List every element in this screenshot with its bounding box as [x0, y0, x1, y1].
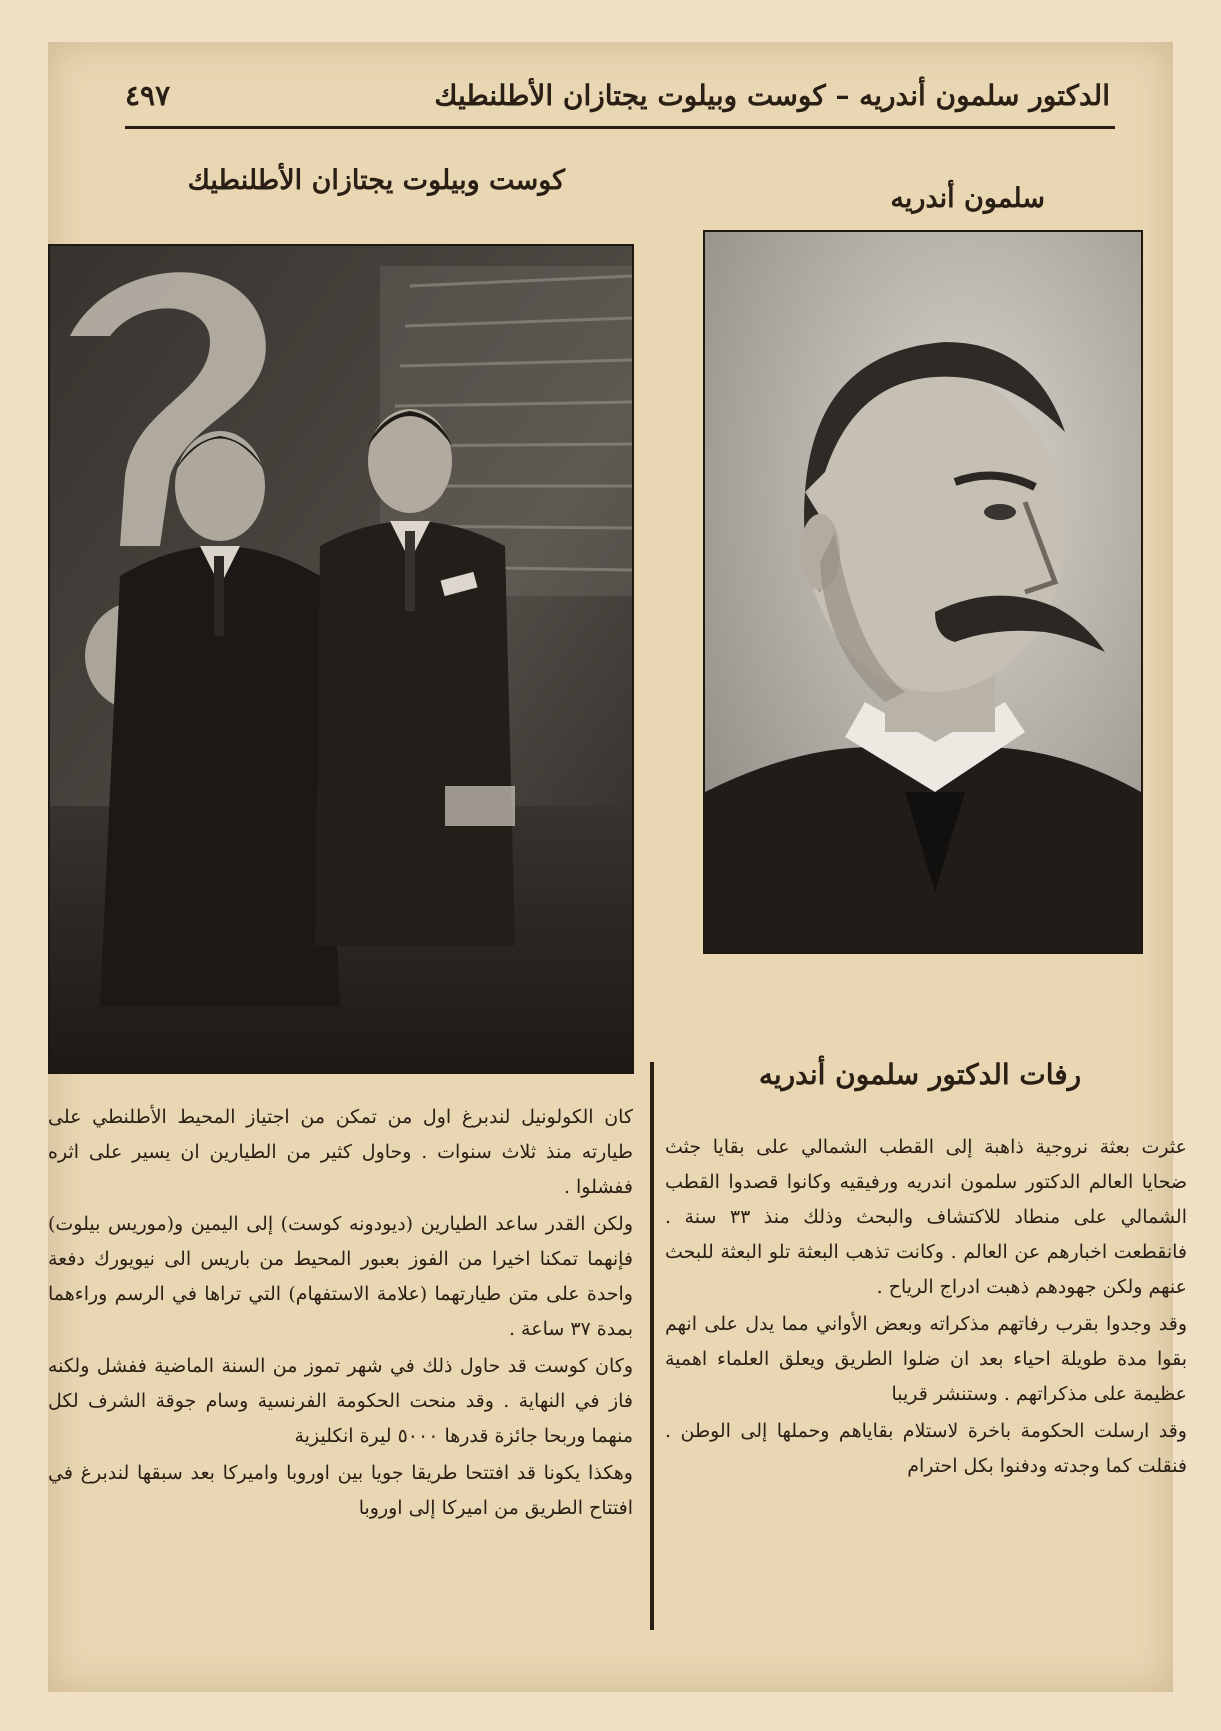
right-article-heading: رفات الدكتور سلمون أندريه — [758, 1058, 1082, 1091]
left-article-paragraph: وهكذا يكونا قد افتتحا طريقا جويا بين اوروبا واميركا بعد سبقها لندبرغ في افتتاح الطريق من اميركا إلى اوروبا — [48, 1462, 633, 1519]
right-article-paragraph: وقد ارسلت الحكومة باخرة لاستلام بقاياهم وحملها إلى الوطن . فنقلت كما وجدته ودفنوا بكل احترام — [665, 1420, 1187, 1477]
left-article-paragraph: وكان كوست قد حاول ذلك في شهر تموز من السنة الماضية ففشل ولكنه فاز في النهاية . وقد منحت الحكومة الفرنسية وسام جوقة الشرف لكل منهما وربحا جائزة قدرها ٥٠٠٠ ليرة انكليزية — [48, 1355, 633, 1447]
left-photo-caption: كوست وبيلوت يجتازان الأطلنطيك — [187, 165, 565, 196]
andree-portrait-photo — [703, 230, 1143, 954]
left-article-paragraph: ولكن القدر ساعد الطيارين (ديودونه كوست) إلى اليمين و(موريس بيلوت) فإنهما تمكنا اخيرا من الفوز بعبور المحيط من باريس الى نيويورك دفعة واحدة على متن طيارتهما (علامة الاستفهام) التي تراها في الرسم وراءهما بمدة ٣٧ ساعة . — [48, 1213, 633, 1340]
aviators-photo-image — [50, 246, 632, 1072]
right-photo-caption: سلمون أندريه — [890, 183, 1045, 214]
right-article-paragraph: وقد وجدوا بقرب رفاتهم مذكراته وبعض الأواني مما يدل على انهم بقوا مدة طويلة احياء بعد ان ضلوا الطريق ويعلق العلماء اهمية عظيمة على مذكراتهم . وستنشر قريبا — [665, 1313, 1187, 1405]
page-number: ٤٩٧ — [125, 78, 171, 112]
aviators-photo — [48, 244, 634, 1074]
header-rule — [125, 126, 1115, 129]
page-header — [125, 70, 1110, 120]
right-article-paragraph: عثرت بعثة نروجية ذاهبة إلى القطب الشمالي على بقايا جثث ضحايا العالم الدكتور سلمون اندريه ورفيقيه وكانوا قصدوا القطب الشمالي على منطاد للاكتشاف والبحث وذلك منذ ٣٣ سنة . فانقطعت اخبارهم عن العالم . وكانت تذهب البعثة تلو البعثة للبحث عنهم ولكن جهودهم ذهبت ادراج الرياح . — [665, 1136, 1187, 1298]
left-article-body — [48, 1100, 633, 1528]
column-divider — [650, 1062, 654, 1630]
left-article-paragraph: كان الكولونيل لندبرغ اول من تمكن من اجتياز المحيط الأطلنطي على طيارته منذ ثلاث سنوات . وحاول كثير من الطيارين ان يسير على اثره ففشلوا . — [48, 1106, 633, 1198]
header-title: الدكتور سلمون أندريه – كوست وبيلوت يجتازان الأطلنطيك — [434, 78, 1110, 112]
andree-portrait-image — [705, 232, 1141, 952]
right-article-body — [665, 1130, 1187, 1486]
